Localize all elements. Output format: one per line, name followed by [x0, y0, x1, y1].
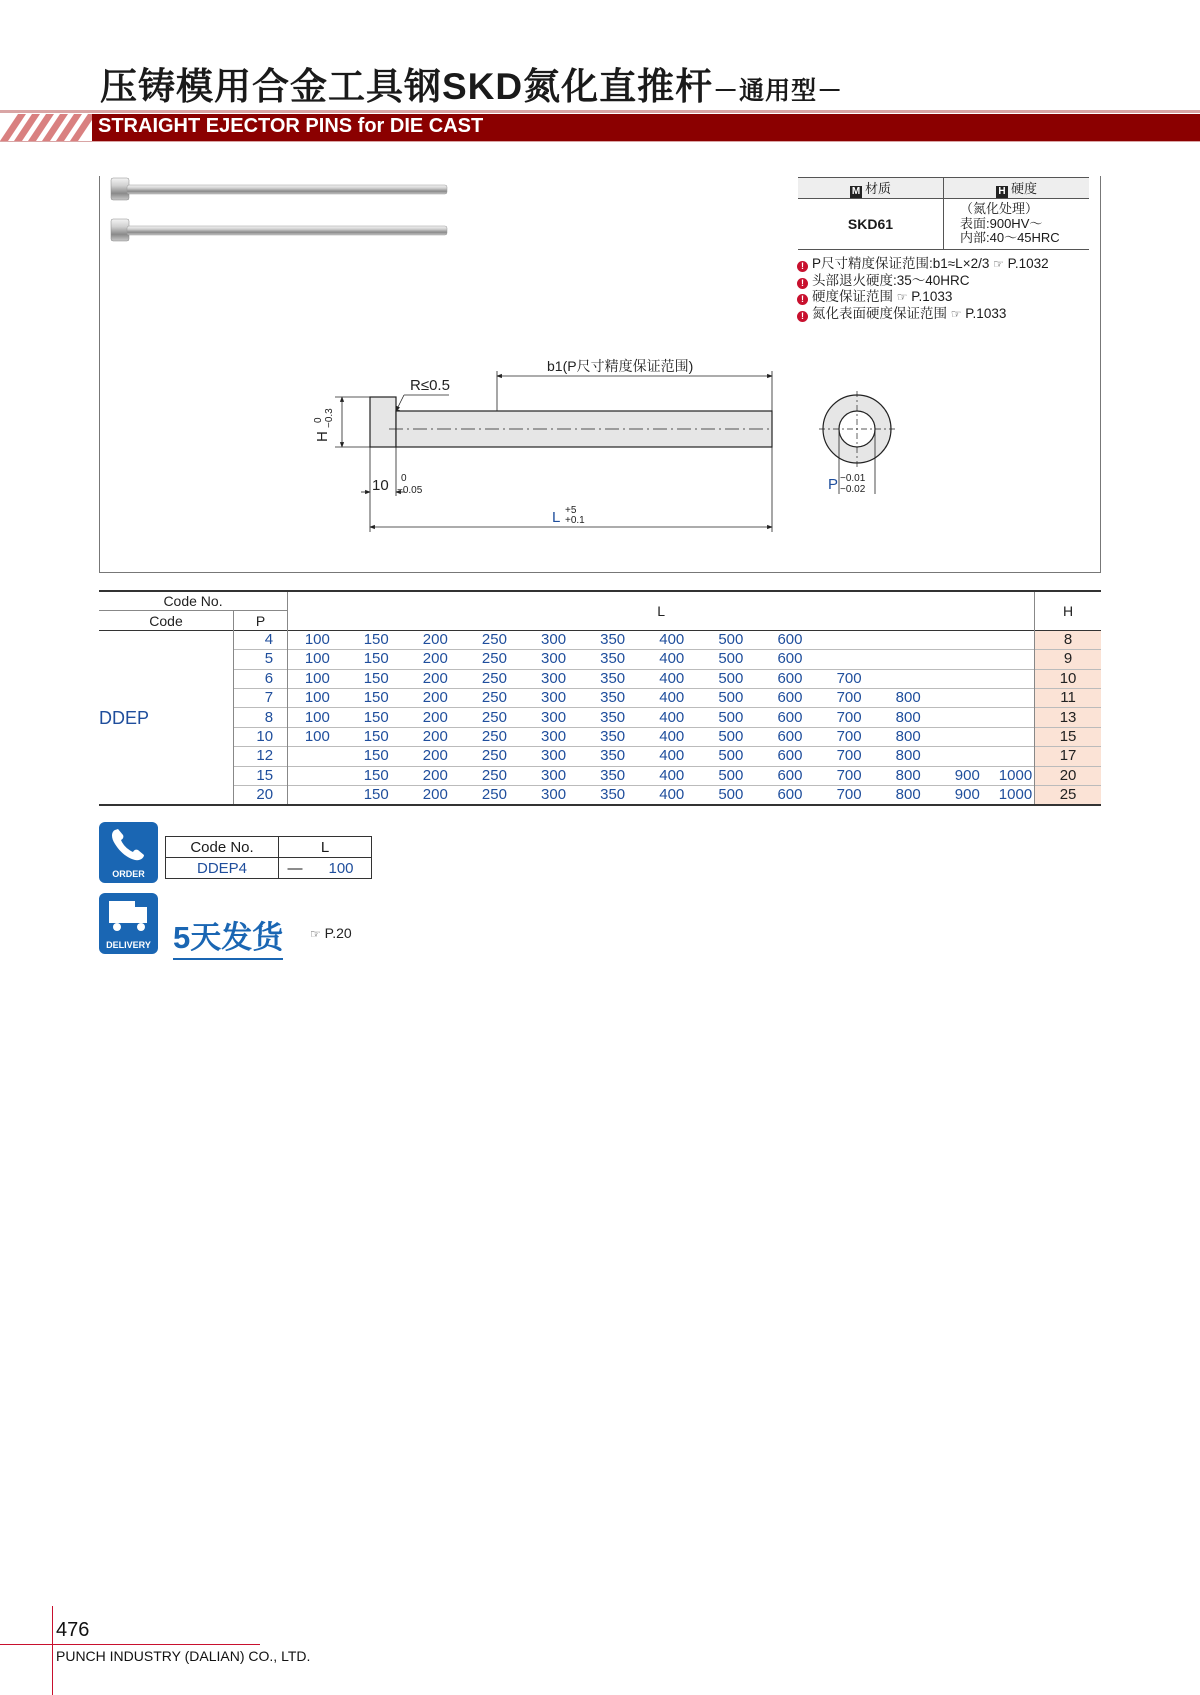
l-value: 350 [600, 708, 626, 726]
warning-icon: ! [797, 311, 808, 322]
l-value [997, 650, 1035, 669]
l-value: 500 [718, 747, 744, 765]
l-value [997, 669, 1035, 688]
l-value [997, 630, 1035, 649]
h-value: 13 [1035, 708, 1101, 727]
h-tol-bottom: −0.3 [324, 408, 335, 428]
order-l-header: L [279, 837, 372, 858]
hardness-label: 硬度 [1010, 181, 1037, 196]
order-example-table [165, 836, 372, 879]
l-value: 400 [659, 708, 685, 726]
l-value: 600 [777, 689, 803, 707]
l-value: 400 [659, 689, 685, 707]
l-value: 500 [718, 786, 744, 804]
l-value [938, 727, 997, 746]
truck-icon [99, 893, 158, 939]
h-label: H [314, 431, 331, 442]
l-value: 100 [304, 669, 330, 687]
l-value: 250 [481, 747, 507, 765]
l-value: 300 [541, 650, 567, 668]
p-tol-top: −0.01 [840, 473, 866, 484]
title-main: 压铸模用合金工具钢SKD氮化直推杆 [100, 66, 714, 107]
l-value: 300 [541, 630, 567, 648]
l-value: 150 [363, 747, 389, 765]
l-value: 400 [659, 727, 685, 745]
spec-notes [797, 256, 1049, 322]
l-value: 200 [422, 669, 448, 687]
hardness-line: （氮化处理） [960, 201, 1039, 217]
l-value [879, 630, 938, 649]
side-view [370, 397, 772, 447]
l-value [997, 727, 1035, 746]
l-value: 150 [363, 689, 389, 707]
p-value: 7 [234, 688, 288, 707]
h-value: 11 [1035, 688, 1101, 707]
l-value: 200 [422, 727, 448, 745]
order-dash: — [279, 858, 312, 879]
h-value: 8 [1035, 630, 1101, 649]
p-value: 15 [234, 766, 288, 785]
pointing-hand-icon: ☞ [950, 306, 962, 321]
table-row [99, 766, 1101, 785]
l-value: 350 [600, 766, 626, 784]
delivery-icon [99, 893, 158, 954]
l-value: 500 [718, 689, 744, 707]
l-value: 800 [895, 766, 921, 784]
p-header: P [255, 612, 266, 629]
hardness-header [944, 178, 1090, 199]
l-value: 100 [304, 630, 330, 648]
l-value: 250 [481, 669, 507, 687]
p-value: 12 [234, 747, 288, 766]
l-value: 400 [659, 650, 685, 668]
l-value: 150 [363, 786, 389, 804]
hardness-line: 表面:900HV～ [960, 215, 1043, 231]
l-value: 800 [895, 727, 921, 745]
l-value: 350 [600, 786, 626, 804]
title-suffix: －通用型－ [713, 77, 844, 105]
l-value: 600 [777, 669, 803, 687]
l-value [938, 688, 997, 707]
code-header: Code [99, 611, 234, 630]
l-value: 150 [363, 650, 389, 668]
p-label: P [828, 476, 839, 493]
l-value: 400 [659, 747, 685, 765]
l-value: 500 [718, 669, 744, 687]
l-value: 500 [718, 766, 744, 784]
l-value [938, 708, 997, 727]
h-value: 9 [1035, 650, 1101, 669]
l-value: 100 [304, 727, 330, 745]
l-value: 150 [363, 669, 389, 687]
l-value: 800 [895, 747, 921, 765]
l-value [820, 650, 879, 669]
delivery-time: 5天发货 [173, 912, 283, 960]
l-value: 200 [422, 766, 448, 784]
note-item [797, 306, 1049, 323]
product-code: DDEP [99, 630, 234, 805]
l-value: 600 [777, 630, 803, 648]
l-value: 700 [836, 708, 862, 726]
l-value: 200 [422, 689, 448, 707]
b1-label: b1(P尺寸精度保证范围) [547, 358, 694, 374]
l-value: 600 [777, 766, 803, 784]
l-value: 250 [481, 766, 507, 784]
l-value: 600 [777, 727, 803, 745]
order-l-value: 100 [311, 858, 372, 879]
note-ref[interactable]: P.1033 [965, 305, 1007, 321]
table-body [99, 630, 1101, 805]
h-value: 17 [1035, 747, 1101, 766]
company-name: PUNCH INDUSTRY (DALIAN) CO., LTD. [56, 1648, 311, 1664]
l-value: 200 [422, 630, 448, 648]
l-value: 350 [600, 727, 626, 745]
head-length: 10 [372, 477, 389, 494]
table-row [99, 650, 1101, 669]
table-row [99, 785, 1101, 805]
material-letter: M [851, 186, 861, 197]
l-header: L [288, 591, 1035, 630]
hardness-letter: H [996, 186, 1008, 198]
l-value [879, 650, 938, 669]
l-value [997, 747, 1035, 766]
delivery-label: DELIVERY [106, 940, 151, 950]
table-row [99, 688, 1101, 707]
p-value: 6 [234, 669, 288, 688]
l-value: 1000 [997, 785, 1035, 805]
l-value: 500 [718, 630, 744, 648]
pointing-hand-icon: ☞ [310, 927, 321, 941]
l-value: 700 [836, 727, 862, 745]
l-value: 300 [541, 669, 567, 687]
l-value: 100 [304, 708, 330, 726]
table-row [99, 747, 1101, 766]
p-tol-bottom: −0.02 [840, 484, 866, 495]
warning-icon: ! [797, 278, 808, 289]
head-tol-bottom: −0.05 [397, 485, 423, 496]
note-item [797, 289, 1049, 306]
l-value [997, 708, 1035, 727]
l-value [820, 630, 879, 649]
l-value: 200 [422, 708, 448, 726]
l-value: 1000 [997, 766, 1035, 785]
l-value [288, 766, 347, 785]
h-value: 10 [1035, 669, 1101, 688]
l-value: 300 [541, 689, 567, 707]
l-value: 600 [777, 708, 803, 726]
l-value [938, 630, 997, 649]
h-tol-top: 0 [313, 417, 324, 423]
l-value: 200 [422, 650, 448, 668]
l-tol-top: +5 [565, 505, 577, 516]
l-value [938, 669, 997, 688]
l-value: 700 [836, 747, 862, 765]
l-value: 300 [541, 727, 567, 745]
note-text: P尺寸精度保证范围:b1≈L×2/3 [812, 256, 990, 271]
l-value: 600 [777, 747, 803, 765]
l-value: 300 [541, 708, 567, 726]
l-value: 800 [895, 708, 921, 726]
p-value: 4 [234, 630, 288, 649]
l-value: 150 [363, 766, 389, 784]
hardness-line: 内部:40～45HRC [960, 230, 1060, 246]
l-value: 250 [481, 708, 507, 726]
material-table [798, 177, 1089, 250]
l-value: 100 [304, 689, 330, 707]
l-value: 400 [659, 786, 685, 804]
l-value: 350 [600, 630, 626, 648]
material-value: SKD61 [798, 199, 944, 250]
l-value: 700 [836, 786, 862, 804]
warning-icon: ! [797, 294, 808, 305]
table-row [99, 727, 1101, 746]
l-value: 350 [600, 650, 626, 668]
l-value: 900 [954, 766, 980, 784]
note-ref[interactable]: P.1033 [911, 289, 953, 304]
l-value: 700 [836, 766, 862, 784]
l-value [288, 785, 347, 805]
page-number: 476 [56, 1619, 90, 1641]
l-value: 500 [718, 650, 744, 668]
h-value: 20 [1035, 766, 1101, 785]
l-value: 100 [304, 650, 330, 668]
l-value: 700 [836, 669, 862, 687]
order-code-header: Code No. [166, 837, 279, 858]
page-title [100, 56, 843, 110]
l-value: 600 [777, 786, 803, 804]
pointing-hand-icon: ☞ [896, 290, 908, 304]
l-value: 200 [422, 786, 448, 804]
code-no-header: Code No. [99, 591, 288, 611]
p-value: 8 [234, 708, 288, 727]
l-value: 200 [422, 747, 448, 765]
l-value: 500 [718, 708, 744, 726]
p-value: 20 [234, 785, 288, 805]
l-value: 150 [363, 630, 389, 648]
l-value: 900 [954, 786, 980, 804]
note-item [797, 273, 1049, 290]
note-text: 硬度保证范围 [812, 289, 893, 304]
phone-icon [99, 822, 158, 868]
delivery-reference[interactable] [310, 925, 352, 941]
l-value: 250 [481, 727, 507, 745]
l-value: 600 [777, 650, 803, 668]
table-row [99, 630, 1101, 649]
h-dimension [335, 397, 370, 447]
note-text: 头部退火硬度:35～40HRC [812, 272, 970, 288]
h-value: 25 [1035, 785, 1101, 805]
material-header [798, 178, 944, 199]
footer-divider-vertical [52, 1606, 53, 1695]
l-value: 500 [718, 727, 744, 745]
l-value [938, 650, 997, 669]
warning-icon: ! [797, 261, 808, 272]
l-value [288, 747, 347, 766]
l-value: 150 [363, 727, 389, 745]
order-code-value: DDEP4 [166, 858, 279, 879]
l-value: 350 [600, 747, 626, 765]
footer-divider-horizontal [0, 1644, 260, 1645]
head-tol-top: 0 [401, 473, 407, 484]
h-header: H [1063, 602, 1074, 619]
delivery-ref-page[interactable]: P.20 [324, 925, 352, 941]
l-label: L [552, 509, 561, 526]
p-value: 5 [234, 650, 288, 669]
table-row [99, 669, 1101, 688]
l-value: 300 [541, 747, 567, 765]
hardness-value [944, 199, 1090, 250]
l-value: 250 [481, 786, 507, 804]
l-value: 250 [481, 650, 507, 668]
l-value [938, 747, 997, 766]
table-row [99, 708, 1101, 727]
l-value: 300 [541, 766, 567, 784]
l-value [997, 688, 1035, 707]
note-text: 氮化表面硬度保证范围 [812, 305, 947, 321]
l-value: 250 [481, 689, 507, 707]
l-value [879, 669, 938, 688]
product-table [99, 590, 1101, 806]
l-value: 400 [659, 766, 685, 784]
l-value: 400 [659, 630, 685, 648]
order-icon [99, 822, 158, 883]
product-photo [111, 178, 447, 241]
l-value: 350 [600, 689, 626, 707]
order-label: ORDER [112, 869, 145, 879]
material-label: 材质 [864, 181, 891, 196]
note-item [797, 256, 1049, 273]
p-value: 10 [234, 727, 288, 746]
radius-leader [396, 395, 449, 411]
l-value: 800 [895, 689, 921, 707]
l-tol-bottom: +0.1 [565, 515, 585, 526]
l-value: 150 [363, 708, 389, 726]
l-value: 400 [659, 669, 685, 687]
l-value: 350 [600, 669, 626, 687]
title-english: STRAIGHT EJECTOR PINS for DIE CAST [98, 115, 484, 137]
b1-dimension [497, 371, 772, 411]
note-ref[interactable]: P.1032 [1007, 256, 1049, 271]
l-value: 300 [541, 786, 567, 804]
l-value: 250 [481, 630, 507, 648]
l-value: 800 [895, 786, 921, 804]
pointing-hand-icon: ☞ [993, 257, 1004, 271]
l-value: 700 [836, 689, 862, 707]
radius-label: R≤0.5 [410, 377, 450, 394]
h-value: 15 [1035, 727, 1101, 746]
